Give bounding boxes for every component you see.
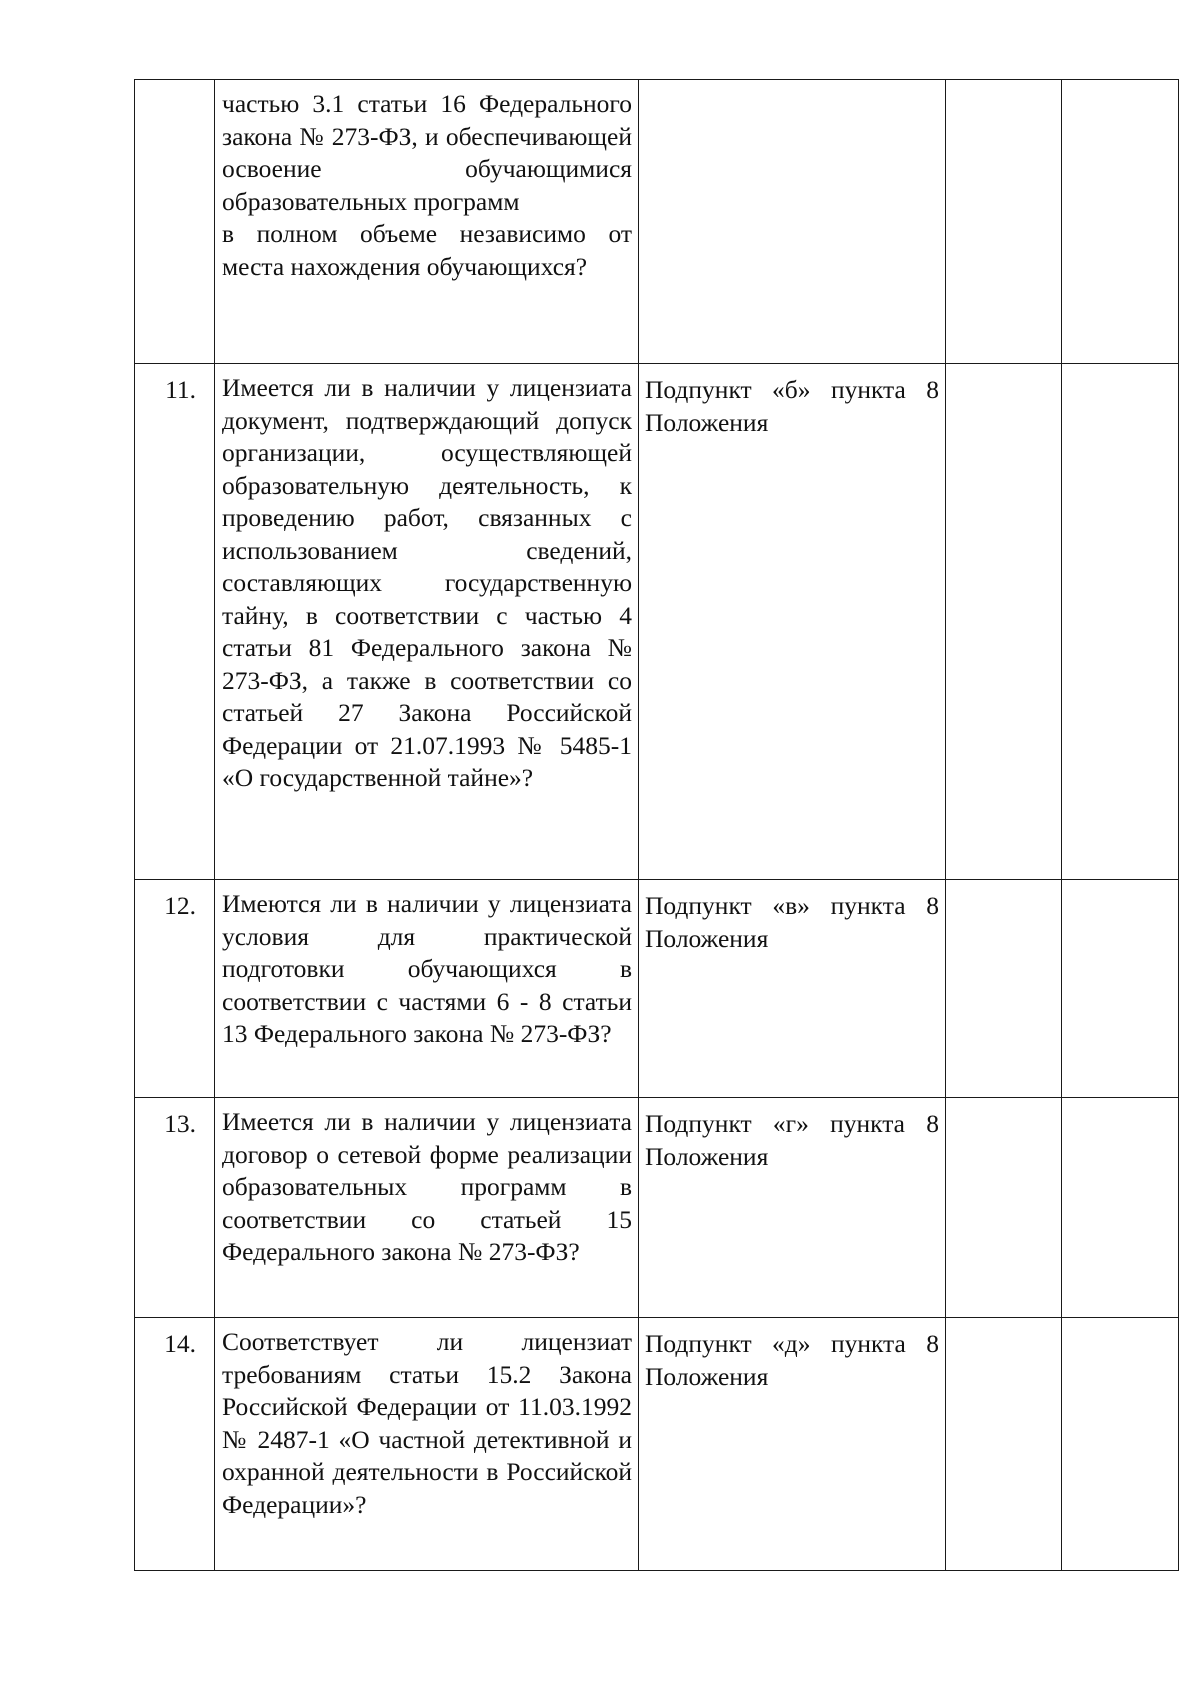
question-cell: Имеется ли в наличии у лицензиата договор о сетевой форме реализации образовательных программ в соответствии со статьей 15 Федерального закона № 273-ФЗ? xyxy=(215,1098,639,1318)
answer-cell xyxy=(946,1098,1062,1318)
checklist-table xyxy=(134,79,1179,1571)
question-cell: Имеется ли в наличии у лицензиата документ, подтверждающий допуск организации, осуществляющей образовательную деятельность, к проведению работ, связанных с использованием сведений, составляющих государственную тайну, в соответствии с частью 4 статьи 81 Федерального закона № 273-ФЗ, а также в соответствии со статьей 27 Закона Российской Федерации от 21.07.1993 № 5485-1 «О государственной тайне»? xyxy=(215,364,639,880)
row-number-cell: 11. xyxy=(135,364,215,880)
answer-cell xyxy=(946,1318,1062,1571)
row-number-cell: 12. xyxy=(135,880,215,1098)
note-cell xyxy=(1062,80,1179,364)
question-cell: Имеются ли в наличии у лицензиата условия для практической подготовки обучающихся в соответствии с частями 6 - 8 статьи 13 Федерального закона № 273-ФЗ? xyxy=(215,880,639,1098)
table-row xyxy=(135,1318,1179,1571)
answer-cell xyxy=(946,364,1062,880)
reference-cell xyxy=(639,80,946,364)
reference-cell: Подпункт «б» пункта 8 Положения xyxy=(639,364,946,880)
note-cell xyxy=(1062,1098,1179,1318)
reference-cell: Подпункт «в» пункта 8 Положения xyxy=(639,880,946,1098)
table-row xyxy=(135,80,1179,364)
table-row xyxy=(135,880,1179,1098)
reference-cell: Подпункт «д» пункта 8 Положения xyxy=(639,1318,946,1571)
note-cell xyxy=(1062,1318,1179,1571)
row-number-cell: 14. xyxy=(135,1318,215,1571)
question-cell: частью 3.1 статьи 16 Федерального закона № 273-ФЗ, и обеспечивающей освоение обучающимися образовательных программ в полном объеме независимо от места нахождения обучающихся? xyxy=(215,80,639,364)
note-cell xyxy=(1062,364,1179,880)
row-number-cell xyxy=(135,80,215,364)
table-row xyxy=(135,364,1179,880)
answer-cell xyxy=(946,880,1062,1098)
note-cell xyxy=(1062,880,1179,1098)
table-row xyxy=(135,1098,1179,1318)
row-number-cell: 13. xyxy=(135,1098,215,1318)
answer-cell xyxy=(946,80,1062,364)
reference-cell: Подпункт «г» пункта 8 Положения xyxy=(639,1098,946,1318)
question-cell: Соответствует ли лицензиат требованиям статьи 15.2 Закона Российской Федерации от 11.03.1992 № 2487-1 «О частной детективной и охранной деятельности в Российской Федерации»? xyxy=(215,1318,639,1571)
